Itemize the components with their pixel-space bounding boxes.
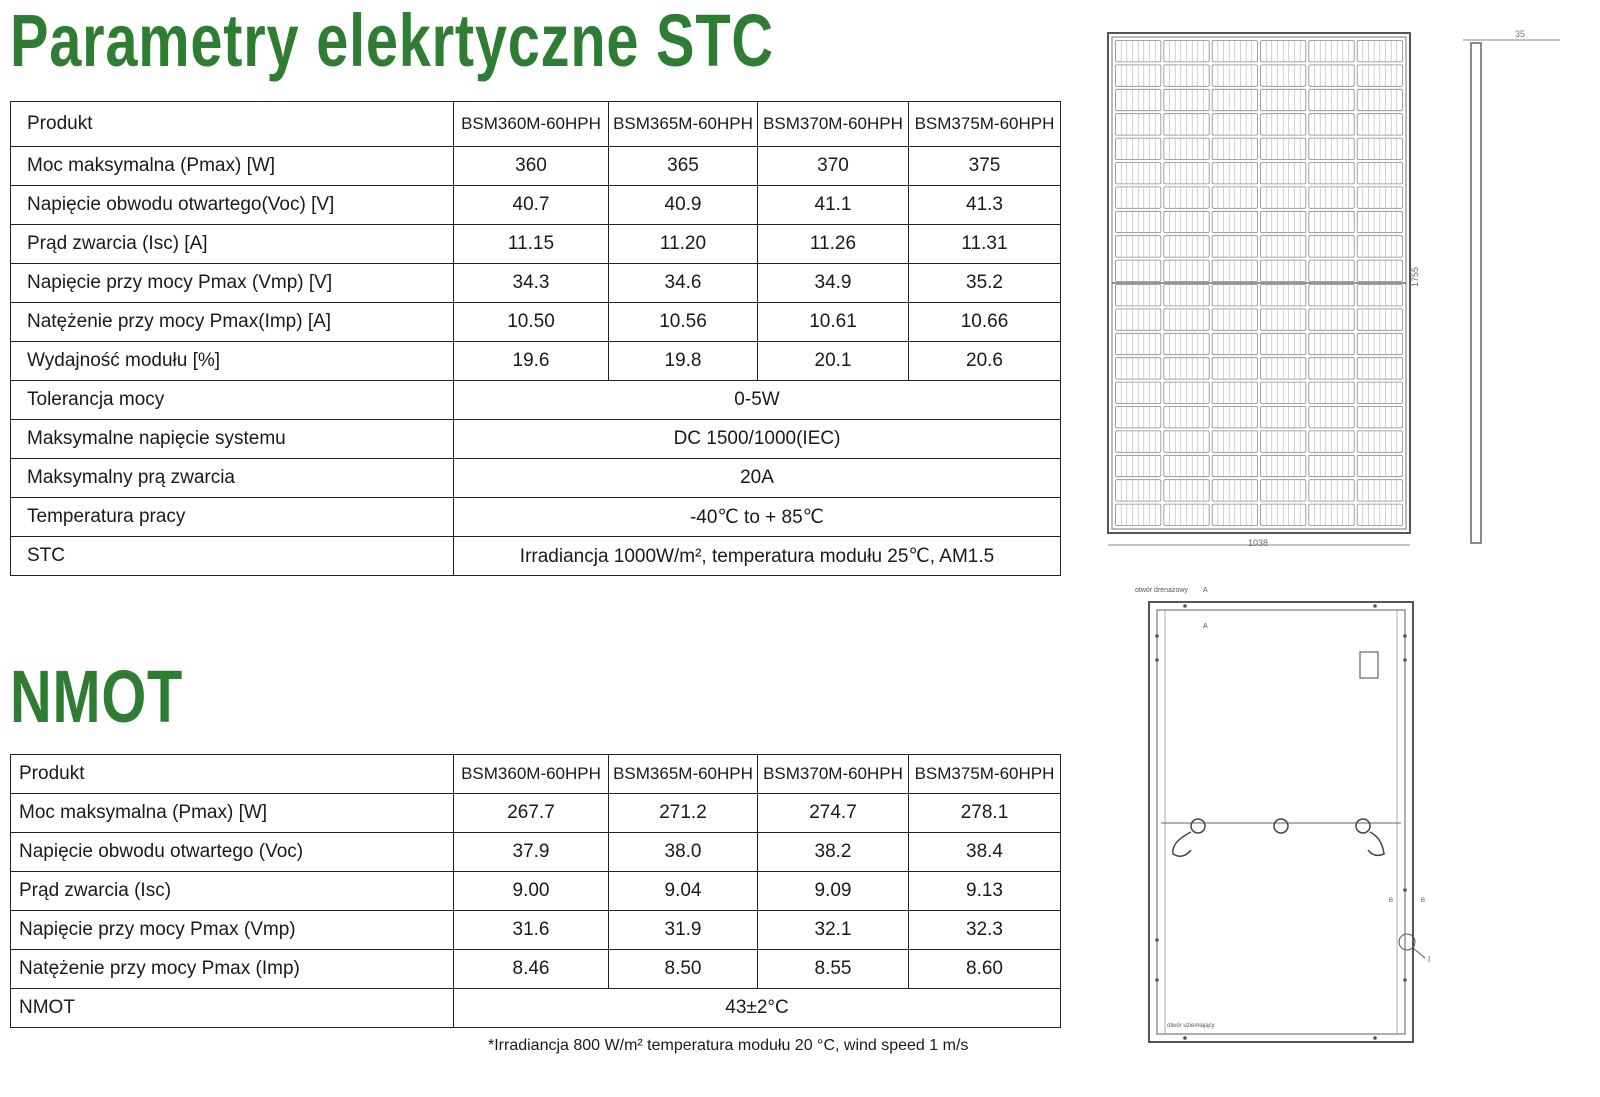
stc-table-body (11, 102, 1061, 576)
parameter-value: 40.7 (454, 186, 609, 225)
table-row (11, 537, 1061, 576)
section-a-top: A (1203, 587, 1208, 594)
parameter-label: Wydajność modułu [%] (11, 342, 454, 381)
mounting-hole (1183, 604, 1187, 608)
parameter-value: 41.3 (909, 186, 1061, 225)
mounting-hole (1155, 978, 1159, 982)
ground-hole-label: otwór uziemiający (1167, 1023, 1215, 1029)
stc-heading: Parametry elekrtyczne STC (10, 0, 774, 82)
parameter-value: 360 (454, 147, 609, 186)
parameter-value: 34.9 (758, 264, 909, 303)
section-b-left: B (1389, 898, 1394, 904)
parameter-value: 43±2°C (454, 989, 1061, 1028)
parameter-value: 274.7 (758, 794, 909, 833)
table-row (11, 381, 1061, 420)
parameter-label: Prąd zwarcia (Isc) [A] (11, 225, 454, 264)
parameter-value: 10.50 (454, 303, 609, 342)
height-dimension: 1755 (1410, 266, 1420, 287)
parameter-value: 8.46 (454, 950, 609, 989)
parameter-value: 8.55 (758, 950, 909, 989)
parameter-value: 0-5W (454, 381, 1061, 420)
drain-hole-label: otwór drenażowy (1135, 587, 1188, 594)
stc-table (10, 101, 1061, 576)
mounting-hole (1403, 634, 1407, 638)
table-row (11, 833, 1061, 872)
parameter-value: 40.9 (609, 186, 758, 225)
mounting-hole (1155, 634, 1159, 638)
depth-dimension: 35 (1515, 29, 1526, 39)
table-row (11, 420, 1061, 459)
mounting-hole (1373, 604, 1377, 608)
table-row (11, 264, 1061, 303)
parameter-value: 32.3 (909, 911, 1061, 950)
mounting-hole (1155, 938, 1159, 942)
parameter-label: Napięcie przy mocy Pmax (Vmp) [V] (11, 264, 454, 303)
parameter-value: 11.20 (609, 225, 758, 264)
parameter-label: Natężenie przy mocy Pmax(Imp) [A] (11, 303, 454, 342)
section-b-right: B (1421, 898, 1426, 904)
parameter-value: 34.3 (454, 264, 609, 303)
parameter-label: Napięcie przy mocy Pmax (Vmp) (11, 911, 454, 950)
header-model-cell: BSM370M-60HPH (758, 102, 909, 147)
header-model-cell: BSM365M-60HPH (609, 755, 758, 794)
parameter-value: 9.09 (758, 872, 909, 911)
panel-side-drawing (1455, 25, 1565, 555)
parameter-value: 11.31 (909, 225, 1061, 264)
table-row (11, 342, 1061, 381)
nmot-footnote: *Irradiancja 800 W/m² temperatura modułu 20 °C, wind speed 1 m/s (488, 1037, 969, 1054)
parameter-value: 375 (909, 147, 1061, 186)
parameter-value: 34.6 (609, 264, 758, 303)
parameter-value: 278.1 (909, 794, 1061, 833)
parameter-value: 10.61 (758, 303, 909, 342)
parameter-label: Moc maksymalna (Pmax) [W] (11, 794, 454, 833)
parameter-value: 10.56 (609, 303, 758, 342)
header-model-cell: BSM360M-60HPH (454, 102, 609, 147)
mounting-hole (1373, 1036, 1377, 1040)
parameter-value: 38.0 (609, 833, 758, 872)
parameter-value: 11.15 (454, 225, 609, 264)
panel-front-drawing (1100, 25, 1430, 555)
parameter-value: 20A (454, 459, 1061, 498)
parameter-label: Natężenie przy mocy Pmax (Imp) (11, 950, 454, 989)
mounting-hole (1155, 658, 1159, 662)
header-model-cell: BSM360M-60HPH (454, 755, 609, 794)
mounting-hole (1403, 658, 1407, 662)
parameter-value: 11.26 (758, 225, 909, 264)
nmot-table (10, 754, 1061, 1028)
parameter-label: NMOT (11, 989, 454, 1028)
parameter-value: 271.2 (609, 794, 758, 833)
parameter-value: 9.13 (909, 872, 1061, 911)
parameter-value: 8.50 (609, 950, 758, 989)
parameter-value: -40℃ to + 85℃ (454, 498, 1061, 537)
header-label-cell: Produkt (11, 755, 454, 794)
parameter-value: 31.6 (454, 911, 609, 950)
header-row (11, 755, 1061, 794)
parameter-value: 31.9 (609, 911, 758, 950)
table-row (11, 950, 1061, 989)
mounting-hole (1403, 978, 1407, 982)
parameter-value: DC 1500/1000(IEC) (454, 420, 1061, 459)
table-row (11, 303, 1061, 342)
parameter-label: Napięcie obwodu otwartego (Voc) (11, 833, 454, 872)
parameter-value: 38.2 (758, 833, 909, 872)
table-row (11, 225, 1061, 264)
parameter-value: 365 (609, 147, 758, 186)
parameter-value: 370 (758, 147, 909, 186)
header-label-cell: Produkt (11, 102, 454, 147)
header-model-cell: BSM375M-60HPH (909, 755, 1061, 794)
table-row (11, 459, 1061, 498)
parameter-label: Temperatura pracy (11, 498, 454, 537)
parameter-label: Prąd zwarcia (Isc) (11, 872, 454, 911)
parameter-value: 35.2 (909, 264, 1061, 303)
table-row (11, 498, 1061, 537)
header-row (11, 102, 1061, 147)
parameter-label: Tolerancja mocy (11, 381, 454, 420)
panel-rear-drawing (1125, 580, 1445, 1055)
mounting-hole (1403, 888, 1407, 892)
parameter-value: 9.00 (454, 872, 609, 911)
table-row (11, 147, 1061, 186)
parameter-label: STC (11, 537, 454, 576)
parameter-value: 20.1 (758, 342, 909, 381)
parameter-label: Moc maksymalna (Pmax) [W] (11, 147, 454, 186)
table-row (11, 186, 1061, 225)
parameter-value: 41.1 (758, 186, 909, 225)
parameter-label: Maksymalne napięcie systemu (11, 420, 454, 459)
header-model-cell: BSM375M-60HPH (909, 102, 1061, 147)
mounting-hole (1183, 1036, 1187, 1040)
parameter-value: 9.04 (609, 872, 758, 911)
header-model-cell: BSM365M-60HPH (609, 102, 758, 147)
detail-mark: I (1428, 955, 1431, 964)
table-row (11, 989, 1061, 1028)
table-row (11, 872, 1061, 911)
parameter-value: Irradiancja 1000W/m², temperatura modułu 25℃, AM1.5 (454, 537, 1061, 576)
table-row (11, 911, 1061, 950)
table-row (11, 794, 1061, 833)
header-model-cell: BSM370M-60HPH (758, 755, 909, 794)
parameter-label: Maksymalny prą zwarcia (11, 459, 454, 498)
parameter-value: 267.7 (454, 794, 609, 833)
parameter-value: 20.6 (909, 342, 1061, 381)
width-dimension: 1038 (1248, 538, 1269, 548)
nmot-table-body (11, 755, 1061, 1028)
parameter-value: 32.1 (758, 911, 909, 950)
parameter-value: 38.4 (909, 833, 1061, 872)
parameter-value: 8.60 (909, 950, 1061, 989)
parameter-label: Napięcie obwodu otwartego(Voc) [V] (11, 186, 454, 225)
section-a-bottom: A (1203, 623, 1208, 630)
parameter-value: 19.8 (609, 342, 758, 381)
parameter-value: 10.66 (909, 303, 1061, 342)
nmot-heading: NMOT (10, 655, 184, 738)
parameter-value: 19.6 (454, 342, 609, 381)
parameter-value: 37.9 (454, 833, 609, 872)
